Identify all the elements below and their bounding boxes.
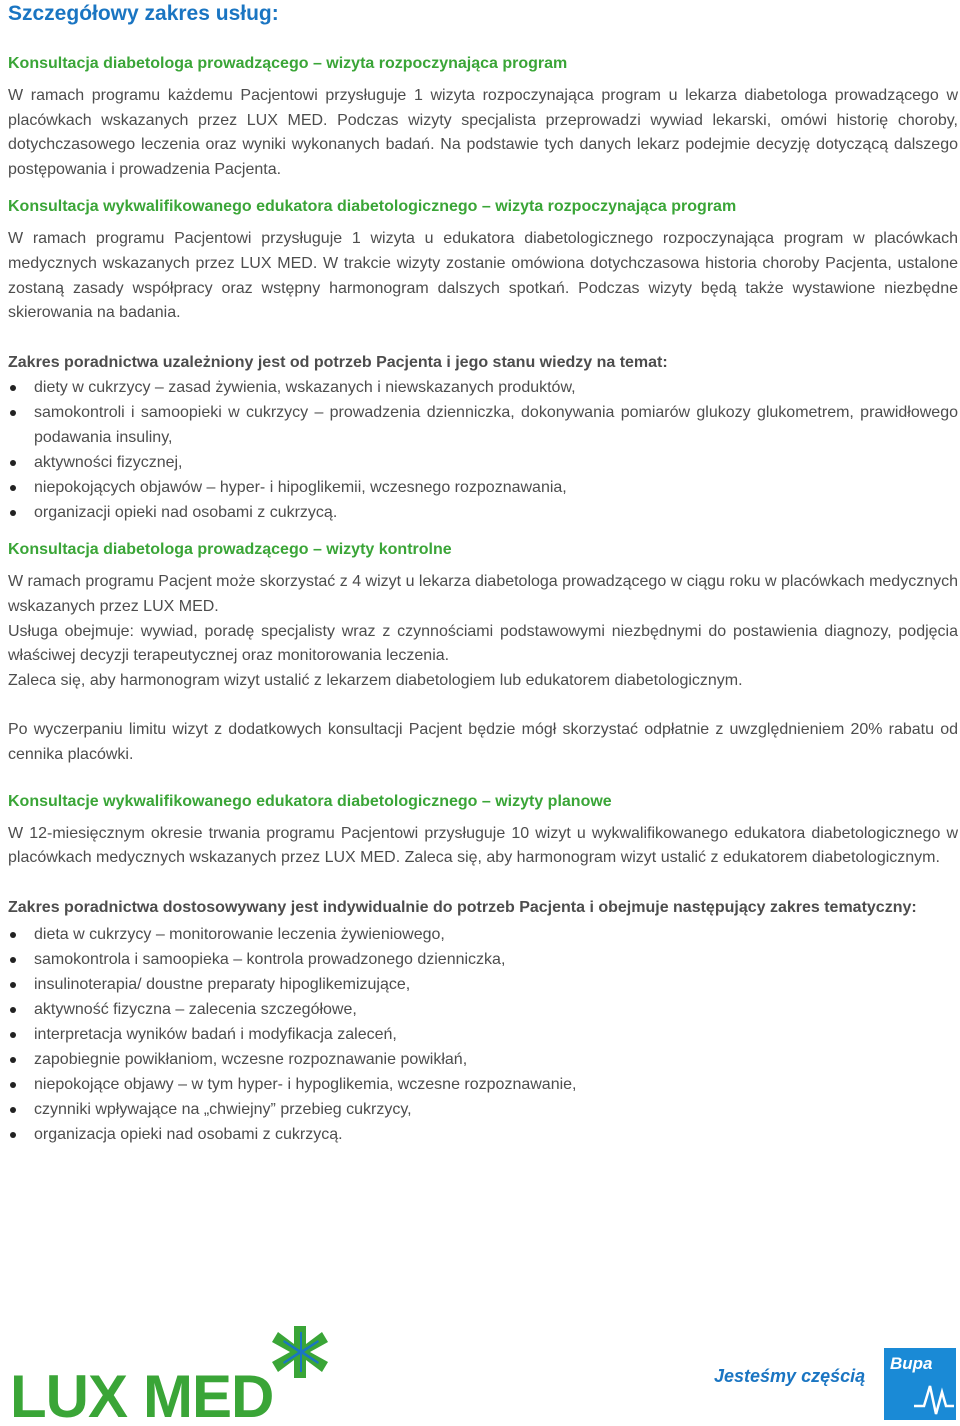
section-4-body: W 12-miesięcznym okresie trwania programu Pacjentowi przysługuje 10 wizyt u wykwalifikowanego edukatora diabetologicznego w placówkach medycznych wskazanych przez LUX MED. Zaleca się, aby harmonogram wizyt ustalić z edukatorem diabetologicznym. [8, 824, 958, 867]
section-2-title: Konsultacja wykwalifikowanego edukatora diabetologicznego – wizyta rozpoczynająca program [8, 198, 737, 216]
svg-text:LUX: LUX [10, 1363, 127, 1422]
list-item: niepokojących objawów – hyper- i hipoglikemii, wczesnego rozpoznawania, [8, 475, 958, 500]
bupa-logo [884, 1348, 956, 1420]
list-item: diety w cukrzycy – zasad żywienia, wskazanych i niewskazanych produktów, [8, 375, 958, 400]
bupa-logo-text: Bupa [890, 1354, 933, 1373]
page-title: Szczegółowy zakres usług: [8, 2, 279, 25]
list-item: niepokojące objawy – w tym hyper- i hypoglikemia, wczesne rozpoznawanie, [8, 1072, 958, 1097]
section-3-paragraph-2: Usługa obejmuje: wywiad, poradę specjalisty wraz z czynnościami podstawowymi niezbędnymi do postawienia diagnozy, podjęcia właściwej decyzji terapeutycznej oraz monitorowania leczenia. [8, 622, 958, 665]
section-3-paragraph-4: Po wyczerpaniu limitu wizyt z dodatkowych konsultacji Pacjent będzie mógł skorzystać odpłatnie z uwzględnieniem 20% rabatu od cennika placówki. [8, 721, 958, 763]
section-2-list [8, 375, 958, 525]
section-3-title: Konsultacja diabetologa prowadzącego – wizyty kontrolne [8, 541, 452, 559]
luxmed-cross-icon [272, 1326, 328, 1378]
list-item: dieta w cukrzycy – monitorowanie leczenia żywieniowego, [8, 922, 958, 947]
section-3-paragraph-1: W ramach programu Pacjent może skorzystać z 4 wizyt u lekarza diabetologa prowadzącego w ciągu roku w placówkach medycznych wskazanych przez LUX MED. [8, 573, 958, 615]
list-item: czynniki wpływające na „chwiejny” przebieg cukrzycy, [8, 1097, 958, 1122]
list-item: organizacja opieki nad osobami z cukrzycą. [8, 1122, 958, 1147]
slogan-text: Jesteśmy częścią [714, 1366, 866, 1386]
luxmed-logo [8, 1322, 338, 1422]
list-item: samokontrola i samoopieka – kontrola prowadzonego dzienniczka, [8, 947, 958, 972]
list-item: zapobiegnie powikłaniom, wczesne rozpoznawanie powikłań, [8, 1047, 958, 1072]
list-item: samokontroli i samoopieki w cukrzycy – prowadzenia dzienniczka, dokonywania pomiarów glukozy glukometrem, prawidłowego podawania insuliny, [8, 400, 958, 450]
section-4-list [8, 922, 958, 1147]
list-item: organizacji opieki nad osobami z cukrzycą. [8, 500, 958, 525]
footer [0, 1318, 960, 1426]
section-4-scope-heading: Zakres poradnictwa dostosowywany jest indywidualnie do potrzeb Pacjenta i obejmuje następujący zakres tematyczny: [8, 898, 917, 916]
section-1-body: W ramach programu każdemu Pacjentowi przysługuje 1 wizyta rozpoczynająca program u lekarza diabetologa prowadzącego w placówkach wskazanych przez LUX MED. Podczas wizyty specjalista przeprowadzi wywiad lekarski, omówi historię choroby, dotychczasowego leczenia oraz wyniki wykonanych badań. Na podstawie tych danych lekarz podejmie decyzję dotyczącą dalszego postępowania i prowadzenia Pacjenta. [8, 87, 958, 178]
list-item: insulinoterapia/ doustne preparaty hipoglikemizujące, [8, 972, 958, 997]
section-1-title: Konsultacja diabetologa prowadzącego – wizyta rozpoczynająca program [8, 55, 568, 72]
list-item: interpretacja wyników badań i modyfikacja zaleceń, [8, 1022, 958, 1047]
section-3-paragraph-3: Zaleca się, aby harmonogram wizyt ustalić z lekarzem diabetologiem lub edukatorem diabetologicznym. [8, 671, 743, 689]
document-content [8, 50, 958, 1147]
list-item: aktywności fizycznej, [8, 450, 958, 475]
section-4-title: Konsultacje wykwalifikowanego edukatora diabetologicznego – wizyty planowe [8, 792, 612, 810]
bupa-heartbeat-icon [884, 1348, 956, 1420]
svg-text:MED: MED [143, 1363, 274, 1422]
list-item: aktywność fizyczna – zalecenia szczegółowe, [8, 997, 958, 1022]
section-2-scope-heading: Zakres poradnictwa uzależniony jest od potrzeb Pacjenta i jego stanu wiedzy na temat: [8, 353, 668, 371]
section-2-body: W ramach programu Pacjentowi przysługuje 1 wizyta u edukatora diabetologicznego rozpoczynająca program w placówkach medycznych wskazanych przez LUX MED. W trakcie wizyty zostanie omówiona dotychczasowa historia choroby Pacjenta, ustalone zostaną zasady współpracy oraz wstępny harmonogram dalszych spotkań. Podczas wizyty będą także wystawione niezbędne skierowania na badania. [8, 230, 958, 322]
